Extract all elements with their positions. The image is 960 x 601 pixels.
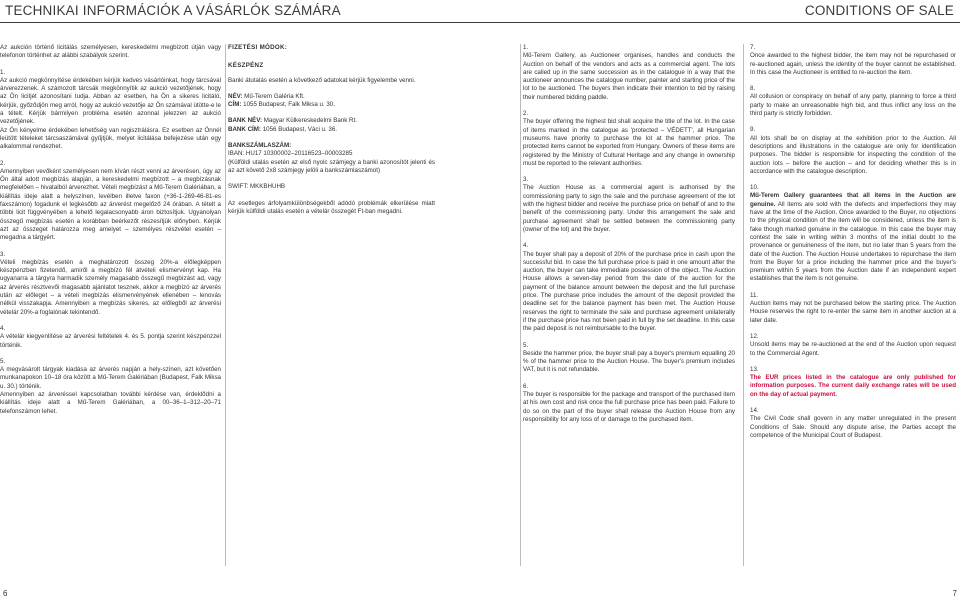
section-number: 8. xyxy=(750,85,756,93)
paragraph: The Civil Code shall govern in any matter unregulated in the present Conditions of Sale. Should any dispute arise, the Parties accept the competence of the Municipal Court of Budapest. xyxy=(750,415,956,439)
eur-price-notice: The EUR prices listed in the catalogue are only published for information purposes. The current daily exchange rates will be used on the day of actual payment. xyxy=(750,374,956,398)
cash-heading: KÉSZPÉNZ xyxy=(228,62,264,70)
section-number: 14. xyxy=(750,406,759,414)
section-number: 2. xyxy=(523,110,529,118)
section-number: 9. xyxy=(750,126,756,134)
right-page-title: CONDITIONS OF SALE xyxy=(804,3,954,18)
paragraph: Auction items may not be purchased below the starting price. The Auction House reserves the right to re-enter the same item in another auction at a later date. xyxy=(750,300,956,324)
name-value: Mű-Terem Galéria Kft. xyxy=(242,92,305,100)
paragraph: All collusion or conspiracy on behalf of any party, planning to force a third party to make an unreasonable high bid, and thus inflict any loss on the third party is strictly forbidden. xyxy=(750,93,956,118)
section-number: 1. xyxy=(0,68,6,76)
intro-paragraph: Az aukción történő licitálás személyesen, kereskedelmi megbízott útján vagy telefonon történhet az alábbi szabályok szerint. xyxy=(0,44,221,60)
section-number: 2. xyxy=(0,159,6,167)
paragraph: Beside the hammer price, the buyer shall pay a buyer's premium equalling 20 % of the hammer price to the Auction House. The buyer's premium includes VAT, but it is not refundable. xyxy=(523,349,735,374)
bank-name-label: BANK NÉV: xyxy=(228,117,263,125)
left-page-number: 6 xyxy=(3,589,8,598)
swift: SWIFT: MKKBHUHB xyxy=(228,183,286,191)
section-number: 4. xyxy=(0,324,6,332)
guarantee-statement: Mű-Terem Gallery guarantees that all items in the Auction are genuine. xyxy=(750,192,956,208)
address-label: CÍM: xyxy=(228,101,242,109)
section-number: 5. xyxy=(0,357,6,365)
address-line xyxy=(228,101,435,109)
paragraph: All lots shall be on display at the exhibition prior to the Auction. All descriptions and illustrations in the catalogue are only for identification purposes. The bidder is responsible for inspecting the condition of the auction lots – before the auction – and for deciding whether this is in accordance with the catalogue description. xyxy=(750,134,956,175)
name-line xyxy=(228,93,435,101)
section-number: 6. xyxy=(523,382,529,390)
guarantee-details: All items are sold with the defects and imperfections they may have at the time of the Auction. Once awarded to the Buyer, no objections to the physical condition of the item will be considered, unless the item is fake though marked genuine in the catalogue. In this case the buyer may contest the sale in writing within 3 months of the initial doubt to the provenance or genuineness of the item, but no later than 5 years from the date of the Auction. The Auction House undertakes to repurchase the item from the Buyer for a price including the hammer price and the buyer's premium within 5 years from the Auction date if an independent expert establishes that the item is not genuine. xyxy=(750,200,956,283)
paragraph: Banki átutalás esetén a következő adatokat kérjük figyelembe venni. xyxy=(228,76,416,84)
english-terms-column xyxy=(523,44,735,432)
name-label: NÉV: xyxy=(228,92,243,100)
paragraph: Unsold items may be re-auctioned at the end of the Auction upon request to the Commercial Agent. xyxy=(750,341,956,357)
paragraph: Az Ön kényelme érdekében lehetőség van regisztrálásra. Ez esetben az Önnél leütött tételeket tárcsaszámával gyűjtjük, melyet licitálása befejezése után egy alkalommal rendezhet. xyxy=(0,126,221,151)
paragraph: The buyer offering the highest bid shall acquire the title of the lot. In the case of items marked in the catalogue as 'protected – VÉDETT', all Hungarian museums have priority to purchase the lot at the hammer price. The protected items cannot be exported from Hungary. Owners of these items are registered by the Ministry of Cultural Heritage and any change in ownership must be reported to the relevant authorities. xyxy=(523,118,735,167)
section-number: 7. xyxy=(750,44,756,51)
paragraph: Mű-Terem Gallery, as Auctioneer organises, handles and conducts the Auction on behalf of the vendors and acts as a commercial agent. The lots are called up in the same succession as in the catalogue in a way that the auctioneer announces the catalogue number, painter and starting price of the lot to be auctioned. The buyers then indicate their intention to bid by raising their numbered bidding paddle. xyxy=(523,52,735,101)
section-number: 10. xyxy=(750,184,759,192)
bank-address-line xyxy=(228,126,435,134)
bank-account-label: BANKSZÁMLASZÁM: xyxy=(228,142,292,150)
left-page-title: TECHNIKAI INFORMÁCIÓK A VÁSÁRLÓK SZÁMÁRA xyxy=(5,3,341,18)
right-page-number: 7 xyxy=(952,589,957,598)
paragraph: Amennyiben az árveréssel kapcsolatban további kérdése van, érdeklődni a kiállítás ideje alatt a Mű-Terem Galériában, a 00–36–1–312–20–71 telefonszámon lehet. xyxy=(0,390,221,415)
paragraph: The buyer is responsible for the package and transport of the purchased item at his own cost and risk once the full purchase price has been paid. Failure to do so on the part of the buyer shall release the Auction House from any responsibility for any loss of or damage to the purchased item. xyxy=(523,390,735,423)
paragraph: Amennyiben vevőként személyesen nem kíván részt venni az árverésen, úgy az Ön által adott megbízás alapján, a kereskedelmi megbízott – a megbízásnak megfelelően – hivatalból árverezhet. Vételi megbízást a Mű-Terem Galériában, a kiállítás ideje alatt a helyszínen, levélben illetve faxon (+36-1-269-46-81-es faxszámon) fogadunk el legkésőbb az árverést megelőző 24 órában. A tételt a többi licit függvényében a lehető legalacsonyabb áron biztosítjuk. Ugyanolyan összegű megbízás esetén a korábban beérkezőt részesítjük előnyben. Kérjük azt az összeget határozza meg amelyet – személyes részvétel esetén – megadna a tárgyért. xyxy=(0,167,221,242)
bank-name-line xyxy=(228,117,435,125)
paragraph: Az aukció megkönnyítése érdekében kérjük kedves vásárlóinkat, hogy tárcsával árverezzenek. A számozott tárcsák megkönnyítik az aukció vezetőjének, hogy az Ön licitjét azonosítani tudja. Abban az esetben, ha Ön a sikeres licitáló, kérjük, győződjön meg arról, hogy az aukció vezetője az Ön számával ütötte-e le a tételt. Kérjük bármilyen probléma esetén azonnal jelezzen az aukció vezetőjének. xyxy=(0,76,221,126)
bank-address-label: BANK CÍM: xyxy=(228,125,261,133)
section-number: 3. xyxy=(523,176,529,184)
paragraph: A megvásárolt tárgyak kiadása az árverés napján a hely-színen, azt követően munkanapokon 10–18 óra között a Mű-Terem Galériában (Budapest, Falk Miksa u. 30.) történik. xyxy=(0,366,221,390)
paragraph: Once awarded to the highest bidder, the item may not be repurchased or re-auctioned again, unless the identity of the buyer cannot be established. In this case the Auctioneer is entitled to re-auction the item. xyxy=(750,52,956,76)
payment-methods-column xyxy=(228,44,435,224)
section-number: 12. xyxy=(750,332,759,340)
header-rule xyxy=(0,22,960,23)
english-terms-column-2 xyxy=(750,44,956,448)
address-value: 1055 Budapest, Falk Miksa u. 30. xyxy=(241,101,335,109)
section-number: 1. xyxy=(523,44,529,51)
iban: IBAN: HU17 10300002–20116523–00003285 xyxy=(228,150,353,158)
page-divider xyxy=(520,44,521,566)
bank-address-value: 1056 Budapest, Váci u. 36. xyxy=(261,125,338,133)
column-divider xyxy=(225,44,226,566)
section-number: 11. xyxy=(750,291,759,299)
section-number: 13. xyxy=(750,365,759,373)
paragraph xyxy=(750,192,956,283)
section-number: 4. xyxy=(523,242,529,250)
paragraph: The buyer shall pay a deposit of 20% of the purchase price in cash upon the successful bid. In case the full purchase price is paid in one amount after the auction, the buyer can take immediate possession of the object. The Auction House allows a seven-day period from the date of the auction for the payment of the balance amount between the deposit and the full purchase price. The purchase price includes the amount of the deposit provided the deadline set for the balance payment has been met. The Auction House reserves the right to terminate the sale and purchase agreement unilaterally if the purchase price has not been paid in full by the set deadline. In this case the paid deposit is not reimbursable to the buyer. xyxy=(523,250,735,333)
section-number: 3. xyxy=(0,250,6,258)
paragraph: The Auction House as a commercial agent is authorised by the commissioning party to sign the sale and the purchase agreement of the lot with the highest bidder and receive the purchase price on behalf of and to the benefit of the commissioning party. Under this arrangement the sale and purchase agreement shall be settled between the commissioning party (owner of the lot) and the buyer. xyxy=(523,184,735,233)
section-number: 5. xyxy=(523,341,529,349)
bank-name-value: Magyar Külkereskedelmi Bank Rt. xyxy=(262,117,357,125)
column-divider xyxy=(743,44,744,566)
payment-methods-heading: FIZETÉSI MÓDOK: xyxy=(228,44,288,51)
paragraph: Az esetleges árfolyamkülönbségekből adódó problémák elkerülése miatt kérjük külföldi utalás esetén a vételár összegét Ft-ban megadni. xyxy=(228,199,435,215)
paragraph: A vételár kiegyenlítése az árverési feltételek 4. és 5. pontja szerint készpénzzel történik. xyxy=(0,333,221,349)
iban-note: (Külföldi utalás esetén az első nyolc számjegy a banki azonosítót jelenti és az azt követő 2x8 számjegy jelöli a bankszámlaszámot) xyxy=(228,158,435,174)
hungarian-terms-column xyxy=(0,44,221,424)
paragraph: Vételi megbízás esetén a meghatározott összeg 20%-a előlegképpen készpénzben fizetendő, amiről a megbízó fél átvételi elismervényt kap. Ha ugyanarra a tárgyra harmadik személy magasabb összegű megbízást ad, vagy az árverés résztvevői magasabb ajánlatot tesznek, akkor a megbízó az árverés után az előleget – a vételi megbízás elismervényének ellenében – lenovás nélkül visszakapja. Amennyiben a megbízás sikeres, az előlegből az árverési vételár 20%-a foglalónak tekintendő. xyxy=(0,258,221,316)
